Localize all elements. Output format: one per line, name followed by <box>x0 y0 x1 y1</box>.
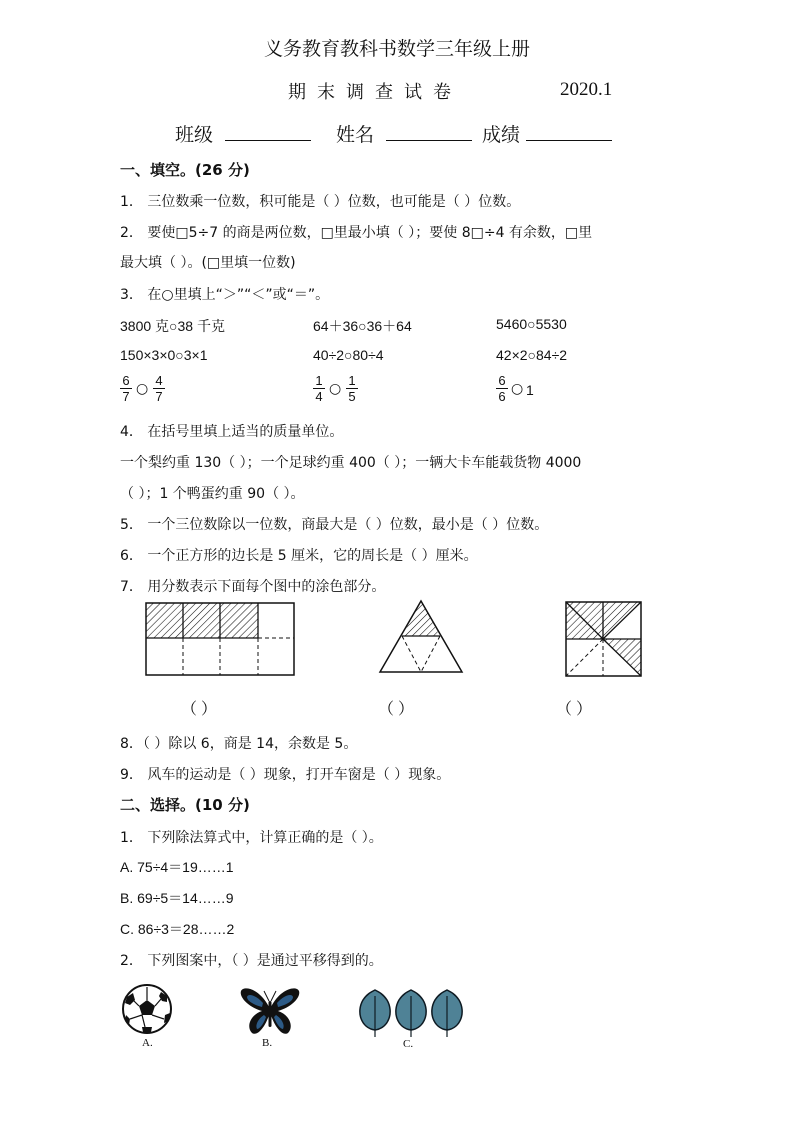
compare-rhs: 1 <box>526 382 534 398</box>
image-label-a: A. <box>142 1037 153 1049</box>
name-label: 姓名 <box>336 124 375 146</box>
question-1-2-line1: 2． 要使□5÷7 的商是两位数，□里最小填（ ）；要使 8□÷4 有余数，□里 <box>120 225 593 241</box>
fraction-numerator: 4 <box>153 373 165 389</box>
exam-title: 义务教育教科书数学三年级上册 <box>263 38 530 60</box>
shaded-square-figure <box>566 602 646 678</box>
question-1-9: 9． 风车的运动是（ ）现象，打开车窗是（ ）现象。 <box>120 767 451 783</box>
fraction-numerator: 1 <box>313 373 325 389</box>
score-label: 成绩 <box>482 124 521 146</box>
image-label-c: C. <box>403 1038 414 1050</box>
question-1-7: 7． 用分数表示下面每个图中的涂色部分。 <box>120 579 386 595</box>
question-1-1: 1． 三位数乘一位数，积可能是（ ）位数，也可能是（ ）位数。 <box>120 194 521 210</box>
compare-item: 40÷2○80÷4 <box>313 347 384 363</box>
fraction <box>346 373 358 404</box>
fraction-denominator: 5 <box>348 389 356 404</box>
compare-item: 64＋36○36＋64 <box>313 318 412 334</box>
answer-blank[interactable]: （ ） <box>378 701 415 718</box>
compare-circle[interactable]: ○ <box>136 381 149 397</box>
fraction-denominator: 7 <box>155 389 163 404</box>
compare-item: 3800 克○38 千克 <box>120 318 225 334</box>
fraction <box>496 373 508 404</box>
soccer-ball-icon[interactable] <box>121 983 175 1037</box>
compare-circle[interactable]: ○ <box>329 381 342 397</box>
answer-blank[interactable]: （ ） <box>556 701 593 718</box>
fraction-denominator: 6 <box>498 389 506 404</box>
fraction-numerator: 6 <box>120 373 132 389</box>
question-1-4: 4． 在括号里填上适当的质量单位。 <box>120 424 344 440</box>
compare-item: 5460○5530 <box>496 316 567 332</box>
question-2-1: 1． 下列除法算式中，计算正确的是（ ）。 <box>120 830 383 846</box>
fraction <box>153 373 165 404</box>
compare-item: 42×2○84÷2 <box>496 347 568 363</box>
class-blank[interactable] <box>225 122 311 141</box>
score-blank[interactable] <box>526 122 612 141</box>
compare-item: 150×3×0○3×1 <box>120 347 208 363</box>
exam-subtitle: 期末调查试卷 <box>288 82 462 103</box>
exam-date: 2020.1 <box>560 79 613 100</box>
option-c[interactable]: C. 86÷3＝28……2 <box>120 921 235 937</box>
class-field <box>175 120 311 147</box>
fraction-numerator: 1 <box>346 373 358 389</box>
fraction-numerator: 6 <box>496 373 508 389</box>
shaded-triangle-figure <box>378 599 478 675</box>
image-label-b: B. <box>262 1037 273 1049</box>
answer-blank[interactable]: （ ） <box>181 701 218 718</box>
fraction-denominator: 4 <box>315 389 323 404</box>
name-blank[interactable] <box>386 122 472 141</box>
question-1-8: 8．（ ）除以 6，商是 14，余数是 5。 <box>120 736 358 752</box>
question-1-2-line2: 最大填（ ）。(□里填一位数) <box>120 255 296 271</box>
question-2-2: 2． 下列图案中，（ ）是通过平移得到的。 <box>120 953 383 969</box>
score-field <box>482 120 612 147</box>
name-field <box>336 120 472 147</box>
compare-circle[interactable]: ○ <box>511 381 524 397</box>
option-a[interactable]: A. 75÷4＝19……1 <box>120 859 234 875</box>
shaded-rectangle-figure <box>146 603 296 677</box>
class-label: 班级 <box>175 124 214 146</box>
fraction <box>313 373 325 404</box>
question-1-4-line2: （ ）；1 个鸭蛋约重 90（ ）。 <box>120 486 305 502</box>
question-1-6: 6． 一个正方形的边长是 5 厘米，它的周长是（ ）厘米。 <box>120 548 478 564</box>
option-b[interactable]: B. 69÷5＝14……9 <box>120 890 234 906</box>
question-1-5: 5． 一个三位数除以一位数，商最大是（ ）位数，最小是（ ）位数。 <box>120 517 549 533</box>
question-1-4-line1: 一个梨约重 130（ ）；一个足球约重 400（ ）；一辆大卡车能载货物 4000 <box>120 455 582 471</box>
section-1-heading: 一、填空。(26 分) <box>120 161 250 179</box>
leaves-icon[interactable] <box>355 988 475 1040</box>
butterfly-icon[interactable] <box>238 985 302 1037</box>
fraction-denominator: 7 <box>122 389 130 404</box>
question-1-3: 3． 在○里填上“＞”“＜”或“＝”。 <box>120 287 330 303</box>
section-2-heading: 二、选择。(10 分) <box>120 796 250 814</box>
fraction <box>120 373 132 404</box>
